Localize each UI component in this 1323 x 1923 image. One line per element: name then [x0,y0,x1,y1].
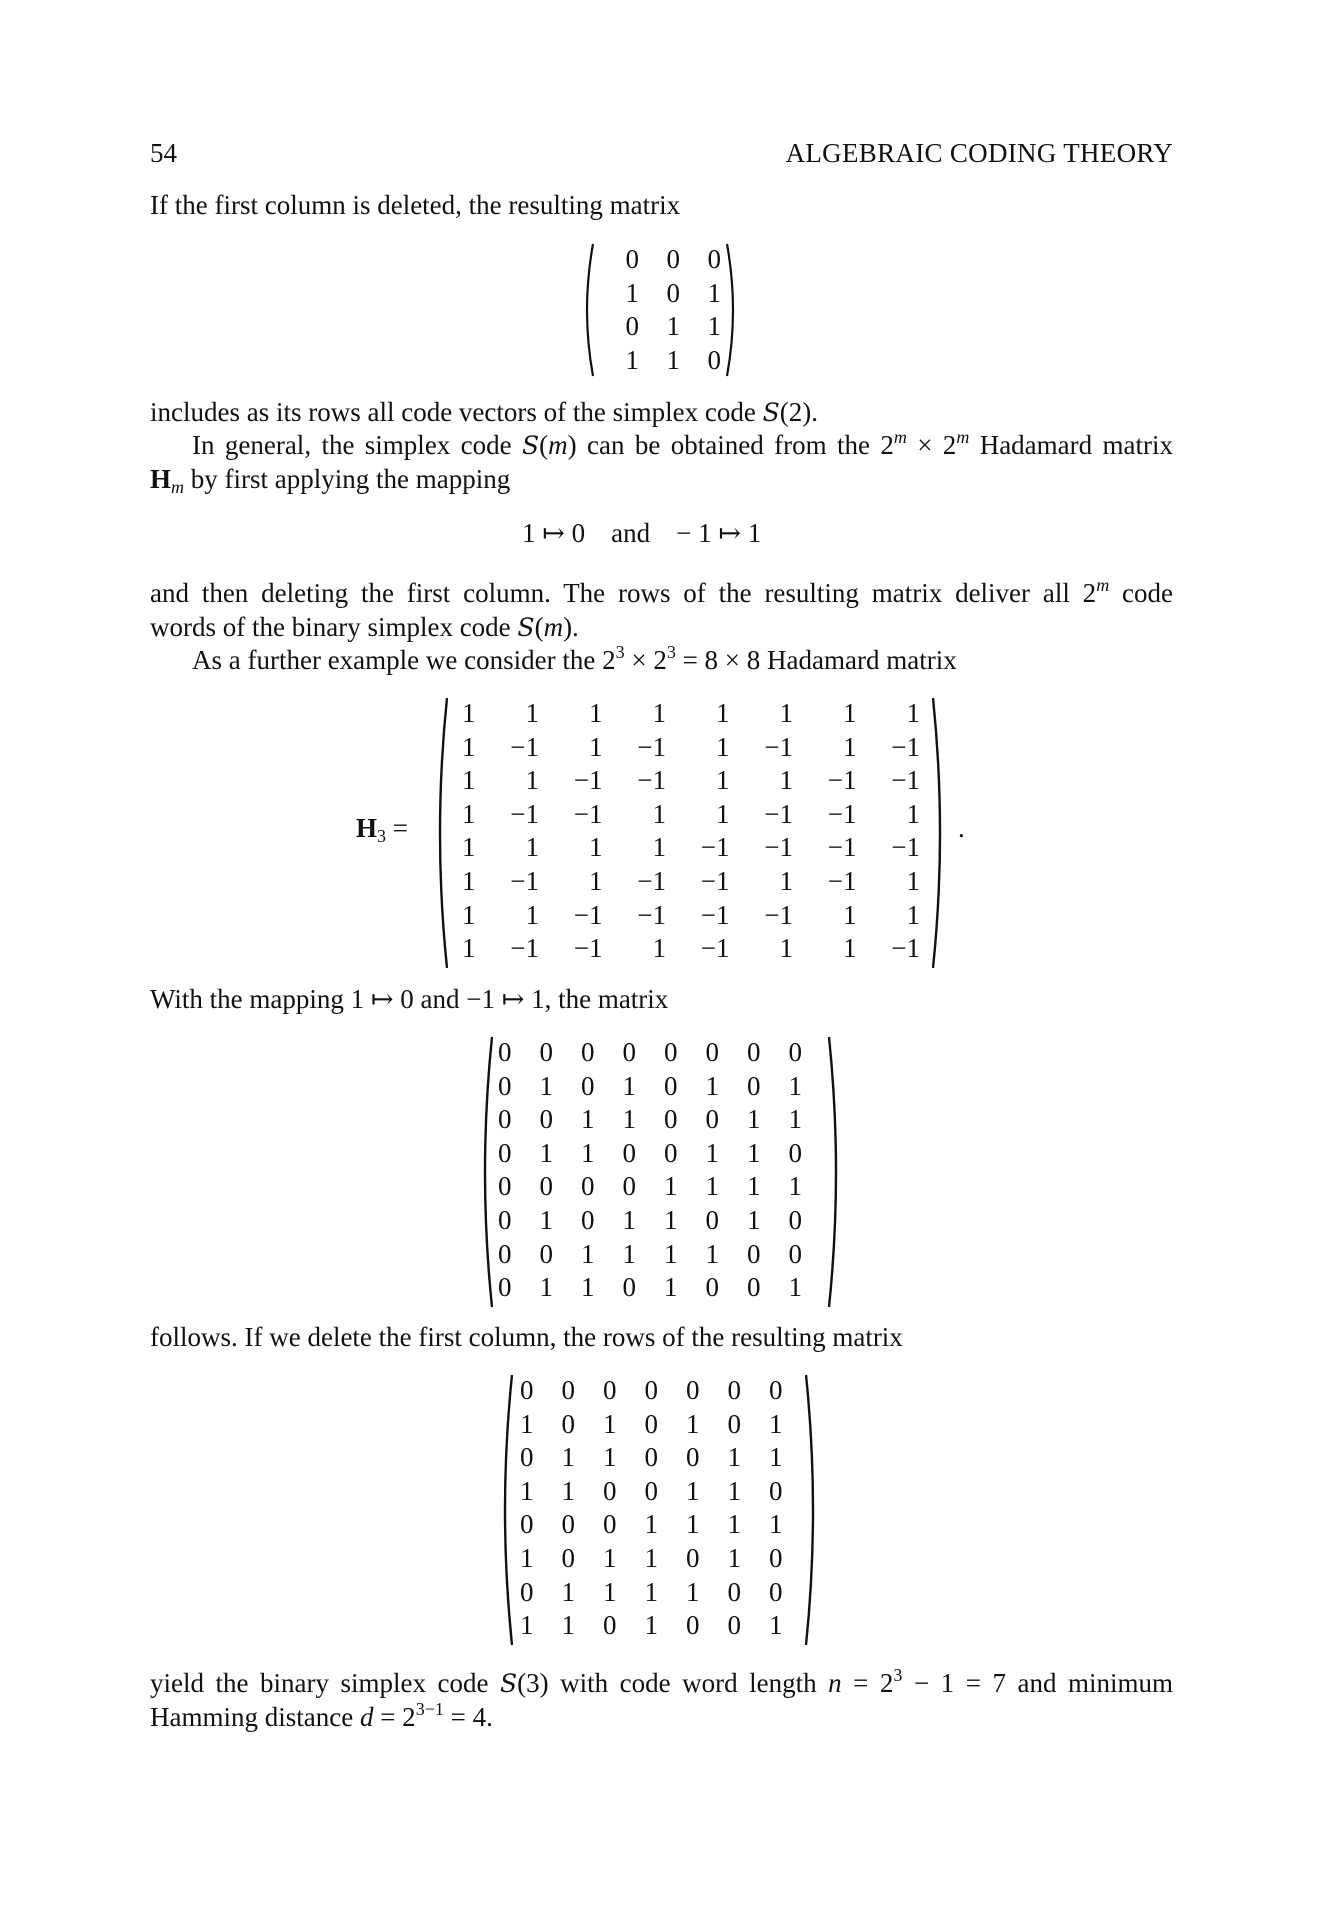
matrix-cell: 1 [625,277,639,308]
equals-sign: = [386,813,408,843]
matrix-cell: 0 [520,1509,534,1540]
matrix-cell: 0 [603,1610,617,1641]
text-p10c: = 2 [841,1668,894,1698]
matrix-cell: 1 [769,1610,783,1641]
matrix-cell: 0 [788,1238,802,1269]
matrix-cell: 1 [843,698,857,728]
matrix-cell: 1 [716,765,730,796]
matrix-cell: 0 [498,1070,512,1101]
matrix-cell: 0 [686,1610,700,1641]
matrix-cell: 0 [686,1442,700,1473]
matrix-cell: 1 [727,1509,741,1540]
matrix-cell: 1 [906,899,920,930]
right-bracket [932,697,948,969]
matrix-cell: 1 [686,1475,700,1506]
matrix-cell: 0 [498,1171,512,1202]
right-bracket [805,1374,821,1646]
text-p8: With the mapping 1 ↦ 0 and −1 ↦ 1, the matrix [150,984,669,1014]
matrix-cell: 1 [581,1137,595,1168]
matrix-cell: 1 [520,1542,534,1573]
matrix-cell: 0 [622,1137,636,1168]
matrix-cell: 1 [779,765,793,796]
matrix-cell: −1 [573,933,603,964]
matrix-cell: 0 [747,1070,761,1101]
matrix-cell: 1 [727,1475,741,1506]
matrix-cell: 0 [727,1408,741,1439]
matrix-cell: 1 [539,1204,553,1235]
matrix-cell: 1 [581,1238,595,1269]
matrix-cell: 1 [561,1475,575,1506]
matrix-cell: 1 [779,865,793,896]
matrix-cell: −1 [764,798,793,829]
matrix-cell: 1 [644,1542,658,1573]
matrix-cell: −1 [891,933,920,964]
matrix-cell: 0 [727,1576,741,1607]
matrix-cell: 1 [779,698,793,728]
matrix-cell: 0 [666,277,680,308]
matrix-cell: 1 [539,1137,553,1168]
matrix-cell: 1 [561,1442,575,1473]
mapping-display [522,518,761,549]
matrix-cell: −1 [637,731,666,762]
matrix-cell: 1 [525,698,539,728]
matrix-cell: 1 [652,832,666,863]
bold-h: H [356,813,378,843]
matrix-cell: 1 [788,1171,802,1202]
matrix-cell: 0 [686,1375,700,1405]
text-p2b: (2). [779,397,818,427]
text-p3b: ( [539,430,549,460]
text-p6a: words of the binary simplex code [150,612,518,642]
matrix-cell: 0 [727,1375,741,1405]
matrix-cell: 1 [625,344,639,375]
matrix-s3 [497,1374,823,1646]
right-bracket [828,1036,844,1308]
matrix-cell: 1 [525,832,539,863]
matrix-cell: 1 [462,765,476,796]
mapping-right: − 1 ↦ 1 [676,518,762,548]
matrix-cell: 1 [788,1272,802,1303]
sup-exponent: 3−1 [415,1699,444,1719]
simplex-symbol: S [500,1669,518,1698]
matrix-cell: −1 [637,899,666,930]
text-p3e: Hadamard matrix [969,430,1173,460]
matrix-cell: 0 [520,1375,534,1405]
text-p7a: As a further example we consider the 2 [192,645,616,675]
matrix-cell: 1 [705,1238,719,1269]
text-p7c: = 8 × 8 Hadamard matrix [675,645,957,675]
matrix-cell: 1 [525,765,539,796]
var-m: m [543,612,564,642]
matrix-cell: 0 [581,1037,595,1067]
mapping-left: 1 ↦ 0 [522,518,586,548]
matrix-cell: −1 [764,731,793,762]
text-p1: If the first column is deleted, the resulting matrix [150,190,681,220]
matrix-cell: −1 [573,765,603,796]
matrix-cell: 1 [906,865,920,896]
text-p11b: = 2 [373,1702,416,1732]
matrix-cell: 1 [644,1509,658,1540]
matrix-cell: 1 [906,698,920,728]
matrix-cell: 1 [462,899,476,930]
matrix-cell: 0 [769,1576,783,1607]
text-p10d: − 1 = 7 and minimum [902,1668,1173,1698]
h3-label [356,813,408,844]
matrix-cell: 1 [727,1542,741,1573]
matrix-cell: 1 [589,832,603,863]
matrix-cell: −1 [637,765,666,796]
matrix-cell: 0 [664,1037,678,1067]
matrix-cell: 0 [625,244,639,274]
matrix-cell: 1 [462,698,476,728]
sup-3: 3 [666,642,676,662]
matrix-cell: 1 [716,798,730,829]
matrix-cell: 1 [747,1137,761,1168]
matrix-cell: 0 [769,1375,783,1405]
text-p4a: by first applying the mapping [184,464,511,494]
matrix-cell: 1 [561,1576,575,1607]
matrix-cell: 1 [843,731,857,762]
matrix-cell: 0 [498,1037,512,1067]
matrix-cell: 0 [644,1408,658,1439]
matrix-cell: 0 [769,1542,783,1573]
matrix-cell: 0 [498,1238,512,1269]
simplex-symbol: S [522,431,540,460]
matrix-cell: 0 [561,1408,575,1439]
matrix-cell: −1 [891,832,920,863]
matrix-cell: 1 [561,1610,575,1641]
matrix-cell: 1 [705,1171,719,1202]
page-number: 54 [150,138,177,168]
matrix-cell: −1 [510,798,539,829]
matrix-cell: 0 [747,1238,761,1269]
matrix-cell: 1 [589,865,603,896]
matrix-cell: 1 [462,731,476,762]
matrix-cell: 1 [843,899,857,930]
matrix-cell: −1 [827,798,857,829]
matrix-cell: 1 [462,832,476,863]
matrix-cell: 0 [581,1204,595,1235]
matrix-cell: 1 [539,1070,553,1101]
matrix-cell: 0 [520,1576,534,1607]
matrix-cell: −1 [764,899,793,930]
matrix-cell: 0 [603,1509,617,1540]
matrix-cell: 1 [520,1475,534,1506]
sup-m: m [956,427,970,447]
sup-3: 3 [893,1665,903,1685]
matrix-cell: 1 [747,1171,761,1202]
matrix-binary-8x8 [477,1036,845,1308]
matrix-cell: 1 [707,277,721,308]
matrix-cell: −1 [700,933,730,964]
matrix-cell: 0 [603,1475,617,1506]
matrix-cell: 1 [664,1238,678,1269]
matrix-cell: 0 [622,1272,636,1303]
matrix-cell: 0 [664,1070,678,1101]
sup-m: m [893,427,907,447]
matrix-cell: −1 [510,933,539,964]
matrix-cell: 0 [581,1070,595,1101]
text-p9: follows. If we delete the first column, the rows of the resulting matrix [150,1322,903,1352]
paragraph-follows [150,1320,1173,1354]
matrix-cell: 1 [603,1442,617,1473]
matrix-cell: 1 [622,1238,636,1269]
matrix-cell: 0 [625,311,639,342]
matrix-cell: 0 [788,1204,802,1235]
matrix-cell: 1 [747,1204,761,1235]
matrix-cell: 0 [747,1272,761,1303]
mapping-and: and [611,518,651,548]
text-p6c: ). [563,612,579,642]
text-p7b: × 2 [624,645,667,675]
text-p3d: × 2 [906,430,957,460]
text-p11a: Hamming distance [150,1702,360,1732]
matrix-cell: −1 [827,832,857,863]
matrix-cell: 0 [498,1204,512,1235]
matrix-cell: 1 [581,1104,595,1135]
matrix-cell: −1 [510,731,539,762]
matrix-cell: 1 [664,1171,678,1202]
matrix-cell: 1 [589,731,603,762]
matrix-cell: 1 [652,933,666,964]
var-n: n [828,1668,842,1698]
matrix-cell: 1 [525,899,539,930]
matrix-cell: 0 [705,1104,719,1135]
matrix-cell: 1 [603,1408,617,1439]
sup-m: m [1096,575,1110,595]
matrix-cell: 1 [686,1509,700,1540]
matrix-cell: 1 [788,1104,802,1135]
matrix-cell: 1 [727,1442,741,1473]
matrix-cell: 1 [664,1272,678,1303]
matrix-cell: 1 [652,698,666,728]
matrix-cell: 1 [716,731,730,762]
matrix-cell: −1 [637,865,666,896]
matrix-cell: 1 [664,1204,678,1235]
matrix-cell: 1 [769,1408,783,1439]
matrix-s2-grid [598,243,721,377]
matrix-cell: 0 [622,1037,636,1067]
text-p11c: = 4. [443,1702,493,1732]
matrix-cell: 0 [561,1375,575,1405]
matrix-cell: 0 [498,1104,512,1135]
matrix-cell: −1 [827,765,857,796]
matrix-cell: 0 [539,1037,553,1067]
matrix-cell: 0 [664,1104,678,1135]
matrix-cell: 1 [520,1408,534,1439]
matrix-cell: 1 [769,1509,783,1540]
matrix-cell: 1 [462,865,476,896]
paragraph-hamming [150,1700,1173,1734]
matrix-cell: 1 [769,1442,783,1473]
matrix-cell: 0 [705,1272,719,1303]
matrix-cell: 1 [666,311,680,342]
matrix-cell: 0 [622,1171,636,1202]
paragraph-hm [150,462,1173,496]
matrix-binary-8x8-grid [470,1036,802,1305]
left-bracket [580,243,594,377]
right-bracket [726,243,740,377]
matrix-cell: 0 [644,1442,658,1473]
matrix-cell: 0 [788,1137,802,1168]
matrix-cell: 0 [666,244,680,274]
matrix-cell: 0 [644,1375,658,1405]
matrix-cell: 0 [707,344,721,375]
matrix-cell: 1 [644,1610,658,1641]
matrix-h3 [432,697,948,969]
matrix-cell: −1 [764,832,793,863]
matrix-cell: 0 [747,1037,761,1067]
matrix-s2 [580,243,740,377]
running-header [150,138,1173,172]
var-m: m [548,430,568,460]
matrix-cell: 1 [779,933,793,964]
h3-period [958,813,965,844]
matrix-cell: 1 [462,933,476,964]
matrix-cell: 0 [539,1238,553,1269]
bold-h: H [150,464,172,494]
text-p10a: yield the binary simplex code [150,1668,500,1698]
paragraph-with-mapping [150,982,1173,1016]
matrix-cell: 0 [707,244,721,274]
matrix-cell: 0 [539,1171,553,1202]
matrix-cell: 1 [686,1576,700,1607]
matrix-cell: 1 [644,1576,658,1607]
matrix-cell: 1 [622,1104,636,1135]
paragraph-deleting [150,576,1173,610]
matrix-cell: −1 [700,865,730,896]
matrix-cell: −1 [700,899,730,930]
matrix-cell: 0 [788,1037,802,1067]
matrix-cell: 1 [707,311,721,342]
text-p6b: ( [534,612,544,642]
matrix-cell: 1 [906,798,920,829]
matrix-cell: 1 [705,1070,719,1101]
text-p3a: In general, the simplex code [192,430,523,460]
matrix-cell: 0 [498,1272,512,1303]
matrix-cell: 1 [747,1104,761,1135]
matrix-cell: 0 [561,1509,575,1540]
matrix-cell: 0 [498,1137,512,1168]
matrix-cell: −1 [827,865,857,896]
matrix-cell: 0 [520,1442,534,1473]
text-p2a: includes as its rows all code vectors of the simplex code [150,397,763,427]
matrix-cell: 0 [769,1475,783,1506]
matrix-cell: 1 [520,1610,534,1641]
matrix-cell: 0 [561,1542,575,1573]
matrix-cell: 1 [705,1137,719,1168]
var-d: d [359,1702,374,1732]
matrix-cell: −1 [573,899,603,930]
matrix-cell: 1 [666,344,680,375]
matrix-cell: 0 [581,1171,595,1202]
running-title: ALGEBRAIC CODING THEORY [785,138,1173,168]
matrix-cell: 1 [462,798,476,829]
paragraph-yield [150,1666,1173,1701]
simplex-symbol: S [762,398,780,427]
matrix-cell: −1 [510,865,539,896]
matrix-cell: 0 [644,1475,658,1506]
matrix-cell: 1 [603,1542,617,1573]
matrix-cell: 0 [705,1204,719,1235]
sub-3: 3 [377,826,387,846]
text-p3c: ) can be obtained from the 2 [567,430,894,460]
paragraph-includes [150,395,1173,430]
matrix-cell: 0 [664,1137,678,1168]
matrix-cell: −1 [700,832,730,863]
matrix-cell: 1 [622,1070,636,1101]
text-p5b: code [1109,578,1173,608]
matrix-cell: 1 [539,1272,553,1303]
paragraph-example [192,643,957,677]
period: . [958,813,965,843]
matrix-cell: 1 [716,698,730,728]
paragraph-intro [150,188,1173,222]
matrix-cell: 0 [603,1375,617,1405]
text-p5a: and then deleting the first column. The rows of the resulting matrix deliver all 2 [150,578,1097,608]
matrix-cell: −1 [573,798,603,829]
matrix-cell: 1 [652,798,666,829]
matrix-h3-grid [412,697,920,966]
matrix-cell: 0 [705,1037,719,1067]
paragraph-general [192,428,1173,463]
matrix-cell: 1 [589,698,603,728]
matrix-cell: 1 [622,1204,636,1235]
matrix-cell: 1 [843,933,857,964]
text-p10b: (3) with code word length [517,1668,829,1698]
paragraph-words [150,610,1173,645]
matrix-cell: 1 [581,1272,595,1303]
matrix-cell: 1 [686,1408,700,1439]
matrix-cell: −1 [891,765,920,796]
sub-m: m [171,477,185,497]
matrix-cell: 0 [686,1542,700,1573]
matrix-s3-grid [492,1374,783,1643]
matrix-cell: 0 [727,1610,741,1641]
matrix-cell: −1 [891,731,920,762]
matrix-cell: 0 [539,1104,553,1135]
sup-3: 3 [615,642,625,662]
matrix-cell: 1 [603,1576,617,1607]
simplex-symbol: S [517,613,535,642]
matrix-cell: 1 [788,1070,802,1101]
